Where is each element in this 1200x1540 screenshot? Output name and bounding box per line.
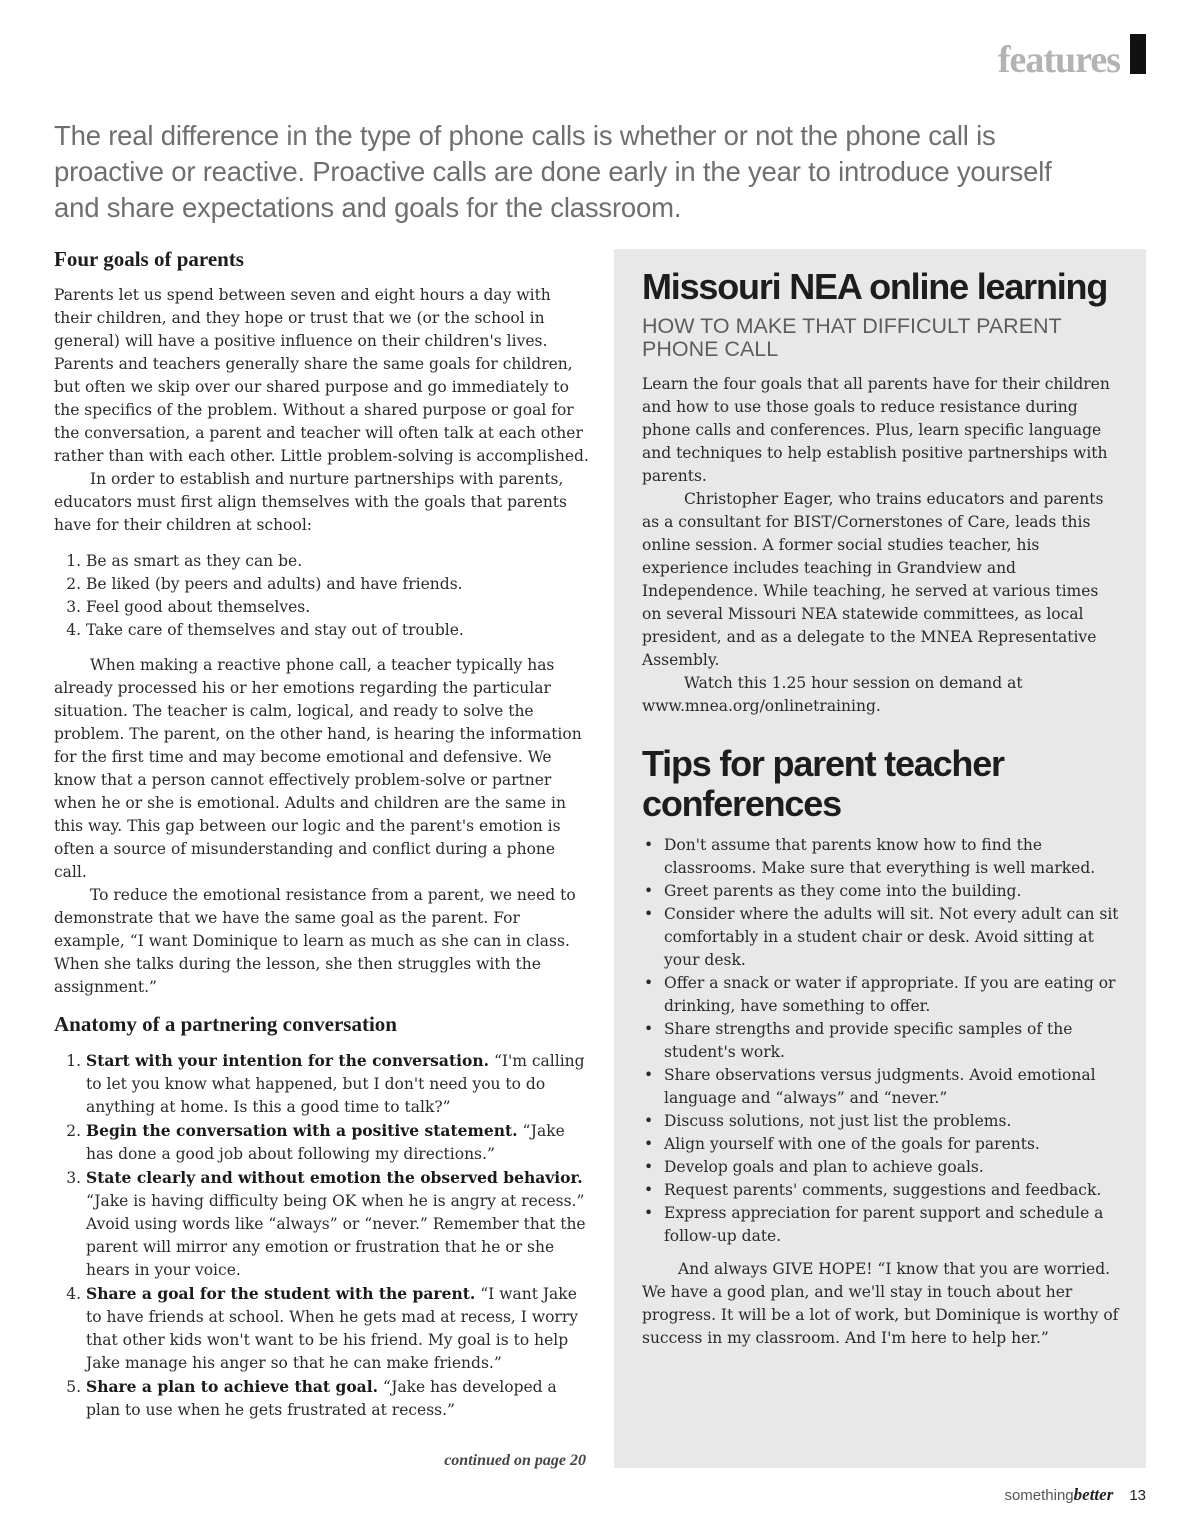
list-item: 1. Be as smart as they can be.	[86, 550, 589, 573]
paragraph: To reduce the emotional resistance from a parent, we need to demonstrate that we have the same goal as the parent. For example, “I want Dominique to learn as much as she can in class. When she talks during the lesson, she then struggles with the assignment.”	[54, 886, 576, 996]
heading-four-goals: Four goals of parents	[54, 247, 244, 271]
paragraph: Christopher Eager, who trains educators and parents as a consultant for BIST/Cornerstones of Care, leads this online session. A former social studies teacher, his experience includes teaching in Grandview and Independence. While teaching, he served at various times on several Missouri NEA statewide committees, as local president, and as a delegate to the MNEA Representative Assembly.	[642, 490, 1104, 669]
footer	[1004, 1484, 1146, 1507]
steps-list	[54, 1049, 589, 1422]
list-item: 4. Take care of themselves and stay out of trouble.	[86, 619, 589, 642]
list-item	[86, 1282, 589, 1375]
paragraph: In order to establish and nurture partnerships with parents, educators must first align themselves with the goals that parents have for their children at school:	[54, 470, 567, 534]
step-text: “I'm calling to let you know what happened, but I don't need you to do anything at home. Is this a good time to talk?”	[86, 1052, 585, 1116]
step-text: “Jake has done a good job about following my directions.”	[86, 1122, 565, 1163]
step-text: “Jake has developed a plan to use when he gets frustrated at recess.”	[86, 1378, 557, 1419]
step-lead: Begin the conversation with a positive statement.	[86, 1121, 518, 1140]
list-item: • Offer a snack or water if appropriate. If you are eating or drinking, have something to offer.	[642, 972, 1122, 1018]
left-column	[54, 246, 589, 1434]
paragraph: When making a reactive phone call, a teacher typically has already processed his or her emotions regarding the particular situation. The teacher is calm, logical, and ready to solve the problem. The parent, on the other hand, is hearing the information for the first time and may become emotional and defensive. We know that a person cannot effectively problem-solve or partner when he or she is emotional. Adults and children are the same in this way. This gap between our logic and the parent's emotion is often a source of misunderstanding and conflict during a phone call.	[54, 656, 582, 881]
brand-light: something	[1004, 1487, 1074, 1504]
list-item: • Don't assume that parents know how to find the classrooms. Make sure that everything is well marked.	[642, 834, 1122, 880]
step-lead: Share a plan to achieve that goal.	[86, 1377, 378, 1396]
list-item: • Greet parents as they come into the building.	[642, 880, 1122, 903]
list-item: • Share observations versus judgments. Avoid emotional language and “always” and “never.”	[642, 1064, 1122, 1110]
step-lead: Start with your intention for the conversation.	[86, 1051, 490, 1070]
list-item	[86, 1049, 589, 1119]
list-item	[86, 1119, 589, 1166]
list-item: 3. Feel good about themselves.	[86, 596, 589, 619]
list-item: • Request parents' comments, suggestions and feedback.	[642, 1179, 1122, 1202]
step-text: “I want Jake to have friends at school. When he gets mad at recess, I worry that other kids won't want to be his friend. My goal is to help Jake manage his anger so that he can make friends.”	[86, 1285, 579, 1372]
list-item	[86, 1375, 589, 1422]
list-item: • Develop goals and plan to achieve goals.	[642, 1156, 1122, 1179]
paragraph: Watch this 1.25 hour session on demand at www.mnea.org/onlinetraining.	[642, 674, 1023, 715]
sidebar-title-tips: Tips for parent teacher conferences	[642, 743, 1004, 824]
list-item: • Express appreciation for parent support and schedule a follow-up date.	[642, 1202, 1122, 1248]
list-item	[86, 1166, 589, 1282]
list-item: • Discuss solutions, not just list the problems.	[642, 1110, 1122, 1133]
list-item: • Consider where the adults will sit. Not every adult can sit comfortably in a student chair or desk. Avoid sitting at your desk.	[642, 903, 1122, 972]
section-label: features	[997, 39, 1120, 81]
list-item: 2. Be liked (by peers and adults) and have friends.	[86, 573, 589, 596]
continued-note: continued on page 20	[444, 1452, 586, 1469]
paragraph: Parents let us spend between seven and eight hours a day with their children, and they hope or trust that we (or the school in general) will have a positive influence on their children's lives. Parents and teachers generally share the same goals for children, but often we skip over our shared purpose and go immediately to the specifics of the problem. Without a shared purpose or goal for the conversation, a parent and teacher will often talk at each other rather than with each other. Little problem-solving is accomplished.	[54, 286, 589, 465]
sidebar-kicker: HOW TO MAKE THAT DIFFICULT PARENT PHONE CALL	[642, 314, 1062, 361]
heading-anatomy: Anatomy of a partnering conversation	[54, 1012, 397, 1036]
page-number: 13	[1129, 1487, 1146, 1504]
section-bar	[1130, 34, 1146, 74]
step-text: “Jake is having difficulty being OK when he is angry at recess.” Avoid using words like “always” or “never.” Remember that the parent will mirror any emotion or frustration that he or she hears in your voice.	[86, 1192, 586, 1279]
brand-bold: better	[1073, 1485, 1114, 1504]
paragraph: Learn the four goals that all parents have for their children and how to use those goals to reduce resistance during phone calls and conferences. Plus, learn specific language and techniques to help establish positive partnerships with parents.	[642, 375, 1110, 485]
list-item: • Align yourself with one of the goals for parents.	[642, 1133, 1122, 1156]
goals-list	[54, 550, 589, 642]
closing-paragraph: And always GIVE HOPE! “I know that you are worried. We have a good plan, and we'll stay in touch about her progress. It will be a lot of work, but Dominique is worthy of success in my classroom. And I'm here to help her.”	[642, 1260, 1119, 1347]
sidebar-title-online-learning: Missouri NEA online learning	[642, 266, 1108, 307]
pull-quote: The real difference in the type of phone calls is whether or not the phone call is proactive or reactive. Proactive calls are done early in the year to introduce yourself and share expectations and goals for the classroom.	[54, 120, 1052, 223]
list-item: • Share strengths and provide specific samples of the student's work.	[642, 1018, 1122, 1064]
step-lead: State clearly and without emotion the observed behavior.	[86, 1168, 583, 1187]
step-lead: Share a goal for the student with the parent.	[86, 1284, 476, 1303]
sidebar-box	[614, 249, 1146, 1468]
tips-list	[642, 834, 1122, 1248]
